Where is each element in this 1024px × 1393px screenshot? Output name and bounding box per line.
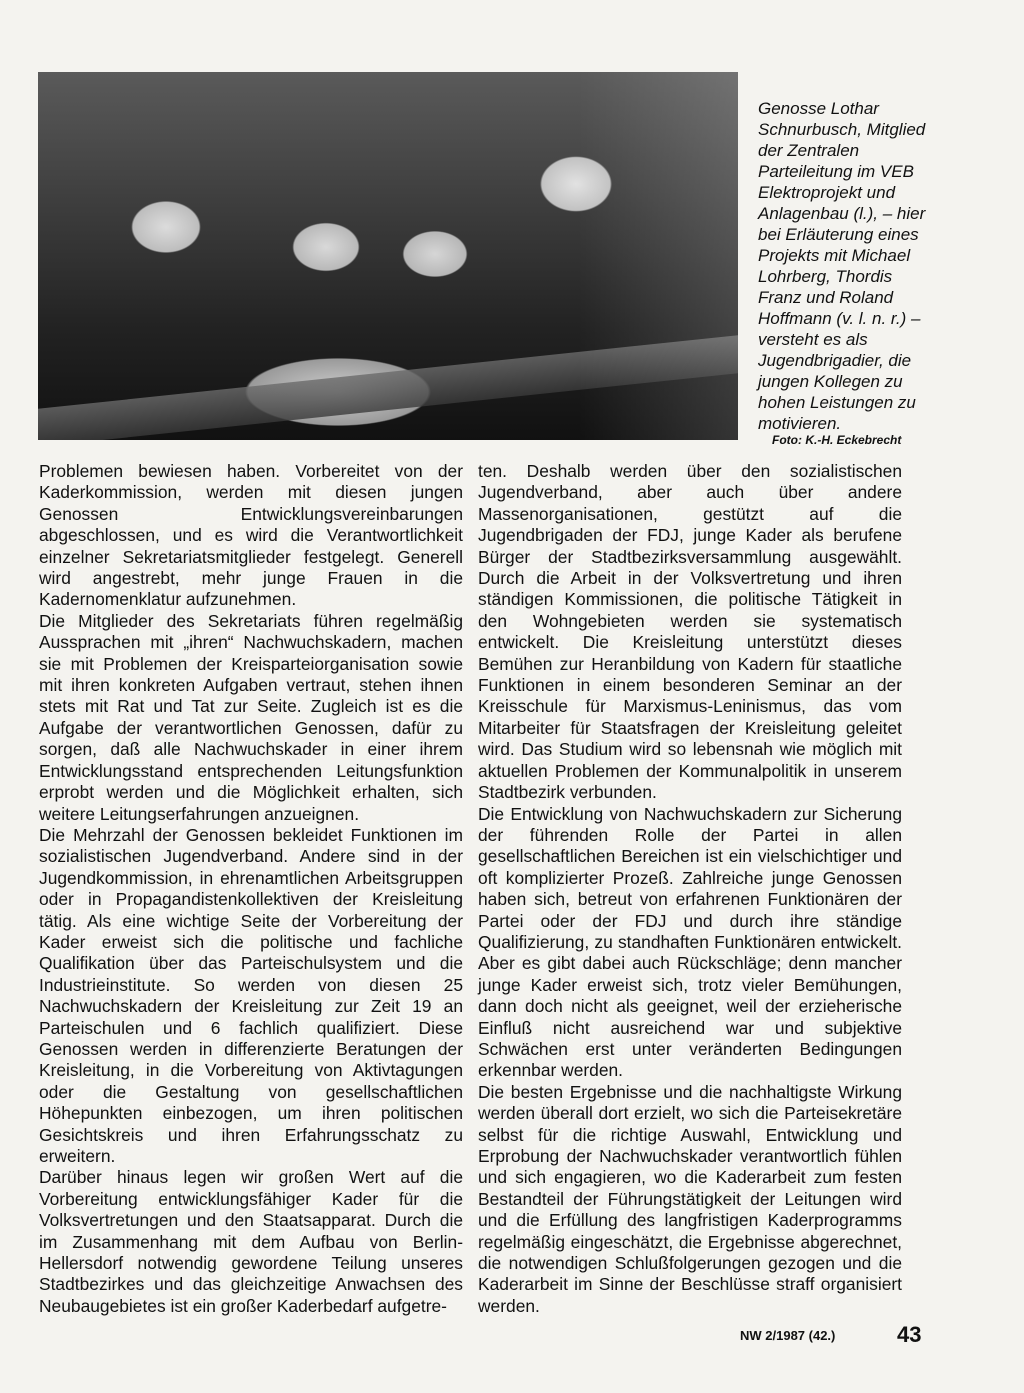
paragraph: Die Entwicklung von Nachwuchskadern zur Sicherung der führenden Rolle der Partei in allen gesellschaftlichen Bereichen ist ein vielschichtiger und oft komplizierter Prozeß. Zahlreiche junge Genossen haben sich, betreut von erfahrenen Funktionären der Partei oder der FDJ und durch ihre ständige Qualifizierung, zu standhaften Funktionären entwickelt. Aber es gibt dabei auch Rückschläge; denn mancher junge Kader erweist sich, trotz vieler Bemühungen, dann doch nicht als geeignet, weil der erzieherische Einfluß nicht ausreichend war und subjektive Schwächen erst unter veränderten Bedingungen erkennbar werden. [478, 803, 902, 1081]
photo-light [578, 72, 738, 440]
paragraph: Problemen bewiesen haben. Vorbereitet von der Kaderkommission, werden mit diesen jungen Genossen Entwicklungsvereinbarungen abgeschlossen, und es wird die Verantwortlichkeit einzelner Sekretariatsmitglieder festgelegt. Generell wird angestrebt, mehr junge Frauen in die Kadernomenklatur aufzunehmen. [39, 461, 463, 610]
photo-credit: Foto: K.-H. Eckebrecht [772, 433, 902, 447]
photo-caption: Genosse Lothar Schnurbusch, Mitglied der Zentralen Parteileitung im VEB Elektroprojekt und Anlagenbau (l.), – hier bei Erläuterung eines Projekts mit Michael Lohrberg, Thordis Franz und Roland Hoffmann (v. l. n. r.) – versteht es als Jugendbrigadier, die jungen Kollegen zu hohen Leistungen zu motivieren. [758, 99, 926, 433]
paragraph: Darüber hinaus legen wir großen Wert auf die Vorbereitung entwicklungsfähiger Kader für die Volksvertretungen und den Staatsapparat. Durch die im Zusammenhang mit dem Aufbau von Berlin-Hellersdorf notwendig gewordene Teilung unseres Stadtbezirkes und das gleichzeitige Anwachsen des Neubaugebietes ist ein großer Kaderbedarf aufgetre- [39, 1167, 463, 1316]
text-column-right [478, 461, 902, 1317]
article-photo [38, 72, 738, 440]
text-column-left [39, 461, 463, 1317]
paragraph: Die Mehrzahl der Genossen bekleidet Funktionen im sozialistischen Jugendverband. Andere sind in der Jugendkommission, in ehrenamtlichen Arbeitsgruppen oder in Propagandistenkollektiven der Kreisleitung tätig. Als eine wichtige Seite der Vorbereitung der Kader erweist sich die politische und fachliche Qualifikation über das Parteischulsystem und die Industrieinstitute. So werden von diesen 25 Nachwuchskadern der Kreisleitung zur Zeit 19 an Parteischulen und 6 fachlich qualifiziert. Diese Genossen werden in differenzierte Beratungen der Kreisleitung, in die Vorbereitung von Aktivtagungen oder die Gestaltung von gesellschaftlichen Höhepunkten einbezogen, um ihren politischen Gesichtskreis und ihren Erfahrungsschatz zu erweitern. [39, 824, 463, 1166]
paragraph: ten. Deshalb werden über den sozialistischen Jugendverband, aber auch über andere Massenorganisationen, gestützt auf die Jugendbrigaden der FDJ, junge Kader als berufene Bürger der Stadtbezirksversammlung ausgewählt. Durch die Arbeit in der Volksvertretung und ihren ständigen Kommissionen, die politische Tätigkeit in den Wohngebieten werden sie systematisch entwickelt. Die Kreisleitung unterstützt dieses Bemühen zur Heranbildung von Kadern für staatliche Funktionen in einem besonderen Seminar an der Kreisschule für Marxismus-Leninismus, das vom Mitarbeiter für Staatsfragen der Kreisleitung geleitet wird. Das Studium wird so lebensnah wie möglich mit aktuellen Problemen der Kommunalpolitik in unserem Stadtbezirk verbunden. [478, 461, 902, 803]
paragraph: Die besten Ergebnisse und die nachhaltigste Wirkung werden überall dort erzielt, wo sich die Parteisekretäre selbst für die richtige Auswahl, Entwicklung und Erprobung der Nachwuchskader verantwortlich fühlen und sich engagieren, wo die Kaderarbeit zum festen Bestandteil der Führungstätigkeit der Leitungen wird und die Erfüllung des langfristigen Kaderprogramms regelmäßig eingeschätzt, die Ergebnisse abgerechnet, die notwendigen Schlußfolgerungen gezogen und die Kaderarbeit im Sinne der Beschlüsse straff organisiert werden. [478, 1081, 902, 1316]
issue-reference: NW 2/1987 (42.) [740, 1328, 836, 1343]
paragraph: Die Mitglieder des Sekretariats führen regelmäßig Aussprachen mit „ihren“ Nachwuchskadern, machen sie mit Problemen der Kreisparteiorganisation sowie mit ihren konkreten Aufgaben vertraut, stehen ihnen stets mit Rat und Tat zur Seite. Zugleich ist es die Aufgabe der verantwortlichen Genossen, dafür zu sorgen, daß alle Nachwuchskader in einer ihrem Entwicklungsstand entsprechenden Leitungsfunktion erprobt werden und die Möglichkeit erhalten, sich weitere Leitungserfahrungen anzueignen. [39, 610, 463, 824]
page-number: 43 [897, 1322, 922, 1347]
